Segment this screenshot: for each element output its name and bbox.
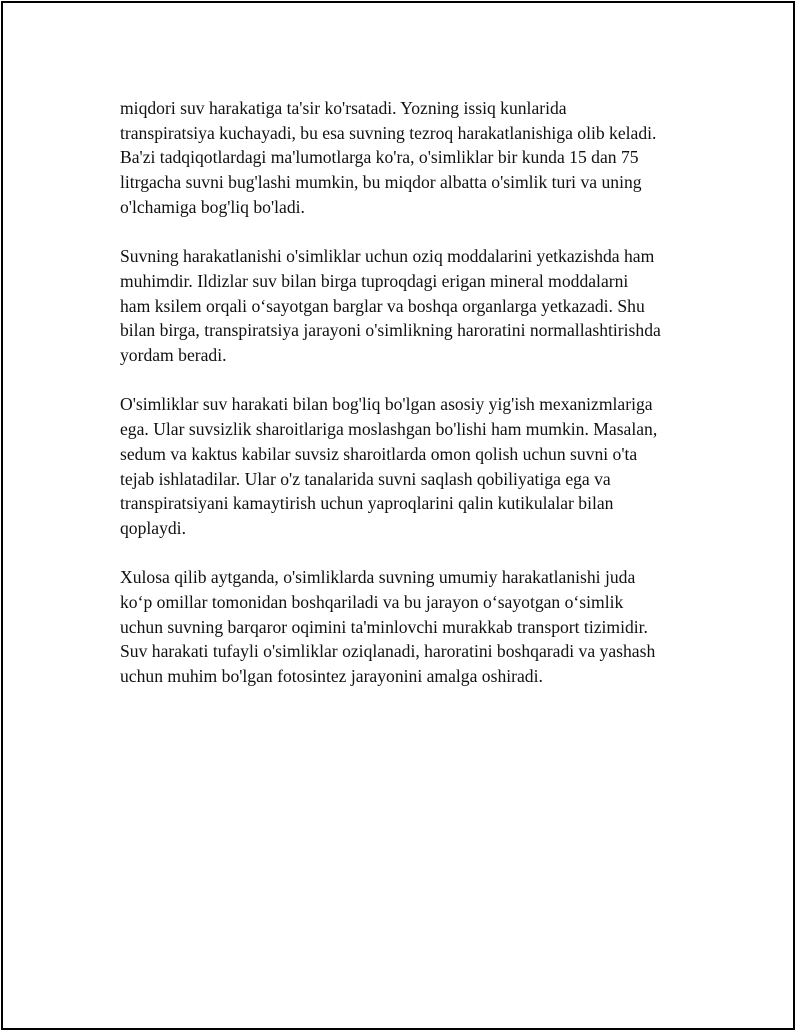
text-line: Ba'zi tadqiqotlardagi ma'lumotlarga ko'ra, o'simliklar bir kunda 15 dan 75: [120, 147, 639, 168]
text-line: Suv harakati tufayli o'simliklar oziqlanadi, haroratini boshqaradi va yashash: [120, 641, 656, 662]
text-line: qoplaydi.: [120, 517, 186, 538]
text-line: yordam beradi.: [120, 345, 227, 366]
text-line: ega. Ular suvsizlik sharoitlariga moslashgan bo'lishi ham mumkin. Masalan,: [120, 419, 658, 440]
text-line: bilan birga, transpiratsiya jarayoni o'simlikning haroratini normallashtirishda: [120, 320, 661, 341]
text-line: Suvning harakatlanishi o'simliklar uchun oziq moddalarini yetkazishda ham: [120, 246, 655, 267]
paragraph-1: [120, 96, 710, 220]
text-line: litrgacha suvni bug'lashi mumkin, bu miqdor albatta o'simlik turi va uning: [120, 172, 642, 193]
text-line: tejab ishlatadilar. Ular o'z tanalarida suvni saqlash qobiliyatiga ega va: [120, 468, 611, 489]
paragraph-2: [120, 244, 710, 368]
text-line: muhimdir. Ildizlar suv bilan birga tuproqdagi erigan mineral moddalarni: [120, 270, 629, 291]
document-page: [1, 1, 795, 1030]
text-line: O'simliklar suv harakati bilan bog'liq bo'lgan asosiy yig'ish mexanizmlariga: [120, 394, 653, 415]
text-line: Xulosa qilib aytganda, o'simliklarda suvning umumiy harakatlanishi juda: [120, 567, 636, 588]
text-line: transpiratsiyani kamaytirish uchun yaproqlarini qalin kutikulalar bilan: [120, 493, 614, 514]
text-line: uchun muhim bo'lgan fotosintez jarayonini amalga oshiradi.: [120, 666, 543, 687]
paragraph-4: [120, 565, 710, 689]
text-line: o'lchamiga bog'liq bo'ladi.: [120, 196, 305, 217]
text-line: miqdori suv harakatiga ta'sir ko'rsatadi. Yozning issiq kunlarida: [120, 98, 567, 118]
paragraph-3: [120, 392, 710, 540]
document-body: [120, 96, 710, 714]
text-line: ko‘p omillar tomonidan boshqariladi va bu jarayon o‘sayotgan o‘simlik: [120, 592, 624, 613]
text-line: uchun suvning barqaror oqimini ta'minlovchi murakkab transport tizimidir.: [120, 616, 648, 637]
text-line: sedum va kaktus kabilar suvsiz sharoitlarda omon qolish uchun suvni o'ta: [120, 443, 638, 464]
text-line: transpiratsiya kuchayadi, bu esa suvning tezroq harakatlanishiga olib keladi.: [120, 122, 657, 143]
text-line: ham ksilem orqali o‘sayotgan barglar va boshqa organlarga yetkazadi. Shu: [120, 295, 645, 316]
